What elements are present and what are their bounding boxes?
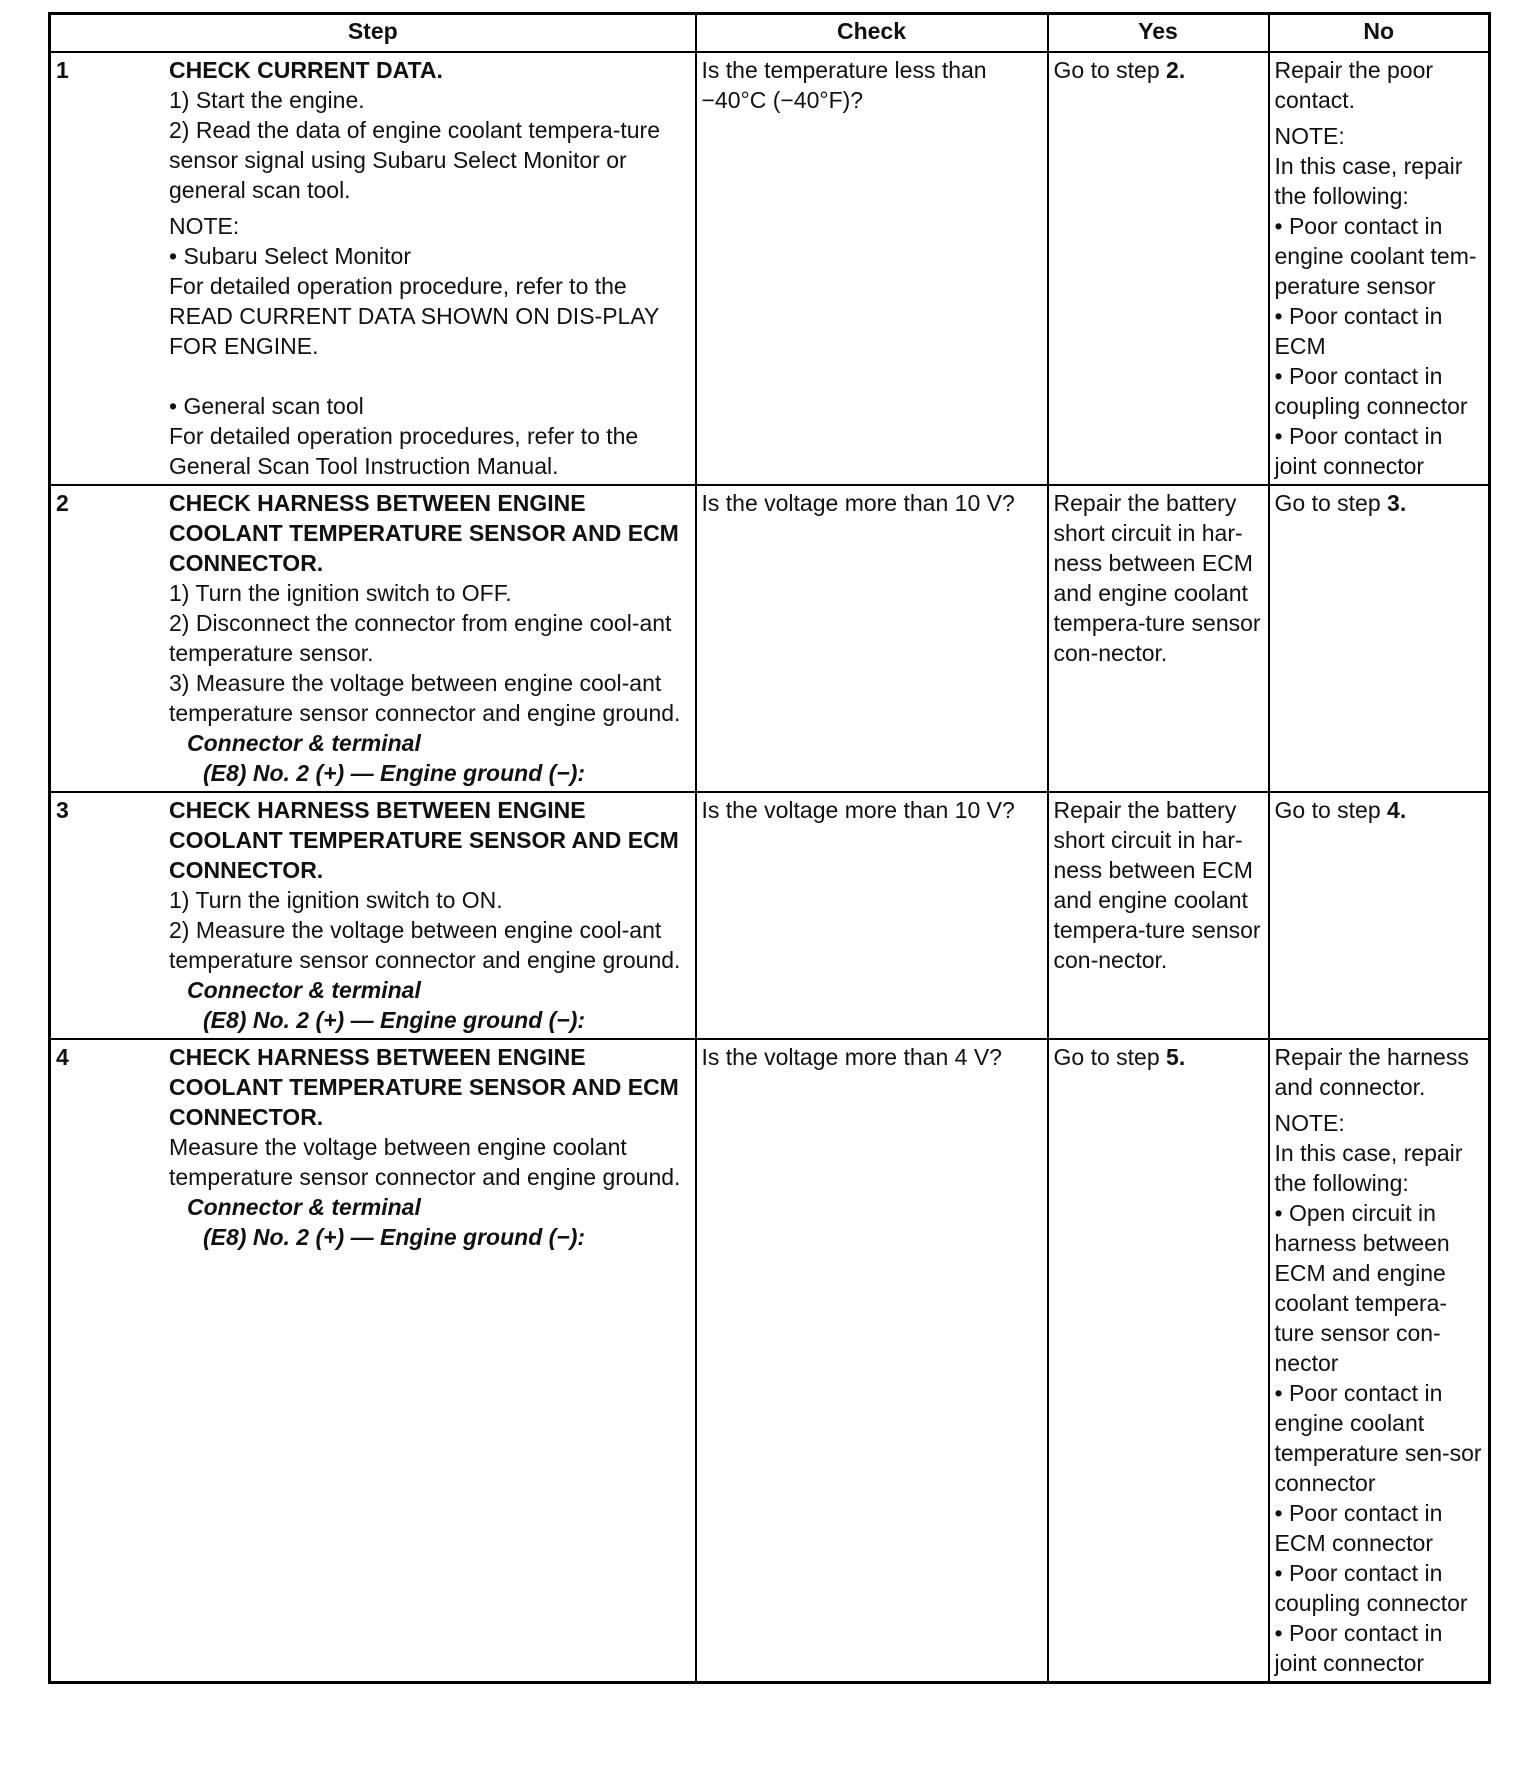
no-action: Repair the poor contact.	[1274, 57, 1434, 113]
no-note-label: NOTE:	[1274, 123, 1345, 149]
table-row	[50, 1039, 1490, 1683]
no-goto-step: 3	[1387, 490, 1400, 516]
no-goto-text: Go to step	[1274, 490, 1388, 516]
check-cell: Is the voltage more than 10 V?	[696, 485, 1048, 792]
header-yes: Yes	[1048, 14, 1269, 53]
header-check: Check	[696, 14, 1048, 53]
yes-goto-period: .	[1178, 1044, 1186, 1070]
no-cell	[1269, 52, 1490, 485]
connector-terminal-value: (E8) No. 2 (+) — Engine ground (−):	[203, 760, 586, 786]
header-step: Step	[50, 14, 696, 53]
table-header-row	[50, 14, 1490, 53]
connector-terminal-value: (E8) No. 2 (+) — Engine ground (−):	[203, 1224, 586, 1250]
note-text: For detailed operation procedure, refer to the READ CURRENT DATA SHOWN ON DIS-PLAY FOR ENGINE.	[169, 273, 659, 359]
diagnostic-procedure-sheet	[48, 12, 1488, 1684]
no-action: Repair the harness and connector.	[1274, 1044, 1469, 1100]
step-number: 3	[56, 797, 69, 823]
header-no: No	[1269, 14, 1490, 53]
diagnostic-table	[48, 12, 1491, 1684]
no-cell	[1269, 1039, 1490, 1683]
step-instruction: Measure the voltage between engine coolant temperature sensor connector and engine ground.	[169, 1134, 681, 1190]
step-instruction: 1) Start the engine.	[169, 87, 365, 113]
step-instruction: 3) Measure the voltage between engine cool-ant temperature sensor connector and engine ground.	[169, 670, 681, 726]
connector-terminal-label: Connector & terminal	[187, 1194, 421, 1220]
step-title: CHECK HARNESS BETWEEN ENGINE COOLANT TEMPERATURE SENSOR AND ECM CONNECTOR.	[169, 797, 679, 883]
yes-goto-period: .	[1178, 57, 1186, 83]
step-title: CHECK HARNESS BETWEEN ENGINE COOLANT TEMPERATURE SENSOR AND ECM CONNECTOR.	[169, 490, 679, 576]
connector-terminal-value: (E8) No. 2 (+) — Engine ground (−):	[203, 1007, 586, 1033]
yes-cell: Repair the battery short circuit in har-ness between ECM and engine coolant tempera-ture sensor con-nector.	[1048, 485, 1269, 792]
yes-goto-text: Go to step	[1053, 1044, 1167, 1070]
step-title: CHECK HARNESS BETWEEN ENGINE COOLANT TEMPERATURE SENSOR AND ECM CONNECTOR.	[169, 1044, 679, 1130]
step-number: 1	[56, 57, 69, 83]
step-cell	[50, 485, 696, 792]
yes-goto-text: Go to step	[1053, 57, 1167, 83]
check-cell: Is the temperature less than −40°C (−40°F)?	[696, 52, 1048, 485]
no-note-label: NOTE:	[1274, 1110, 1345, 1136]
no-list-item: • Poor contact in ECM connector	[1274, 1500, 1443, 1556]
step-number: 2	[56, 490, 69, 516]
no-list-item: • Poor contact in joint connector	[1274, 1620, 1443, 1676]
step-cell	[50, 52, 696, 485]
no-list-item: • Poor contact in engine coolant tem-perature sensor	[1274, 213, 1477, 299]
no-list-item: • Poor contact in joint connector	[1274, 423, 1443, 479]
step-cell	[50, 792, 696, 1039]
check-cell: Is the voltage more than 4 V?	[696, 1039, 1048, 1683]
no-list-item: • Poor contact in ECM	[1274, 303, 1443, 359]
no-list-item: • Poor contact in coupling connector	[1274, 1560, 1468, 1616]
check-cell: Is the voltage more than 10 V?	[696, 792, 1048, 1039]
no-cell	[1269, 792, 1490, 1039]
no-list-item: • Poor contact in engine coolant temperature sen-sor connector	[1274, 1380, 1482, 1496]
step-instruction: 2) Read the data of engine coolant tempera-ture sensor signal using Subaru Select Monitor or general scan tool.	[169, 117, 660, 203]
yes-cell	[1048, 1039, 1269, 1683]
step-instruction: 1) Turn the ignition switch to OFF.	[169, 580, 512, 606]
yes-goto-step: 2	[1166, 57, 1179, 83]
no-list-item: • Open circuit in harness between ECM and engine coolant tempera-ture sensor con-nector	[1274, 1200, 1450, 1376]
step-title: CHECK CURRENT DATA.	[169, 57, 443, 83]
no-list-item: • Poor contact in coupling connector	[1274, 363, 1468, 419]
no-note-intro: In this case, repair the following:	[1274, 1140, 1463, 1196]
no-goto-period: .	[1399, 797, 1407, 823]
no-goto-period: .	[1399, 490, 1407, 516]
table-row	[50, 792, 1490, 1039]
no-cell	[1269, 485, 1490, 792]
step-cell	[50, 1039, 696, 1683]
note-text: For detailed operation procedures, refer to the General Scan Tool Instruction Manual.	[169, 423, 639, 479]
note-bullet: • Subaru Select Monitor	[169, 243, 412, 269]
step-instruction: 2) Disconnect the connector from engine cool-ant temperature sensor.	[169, 610, 672, 666]
yes-cell	[1048, 52, 1269, 485]
connector-terminal-label: Connector & terminal	[187, 730, 421, 756]
connector-terminal-label: Connector & terminal	[187, 977, 421, 1003]
step-number: 4	[56, 1044, 69, 1070]
no-goto-step: 4	[1387, 797, 1400, 823]
note-label: NOTE:	[169, 213, 240, 239]
table-row	[50, 52, 1490, 485]
no-note-intro: In this case, repair the following:	[1274, 153, 1463, 209]
yes-goto-step: 5	[1166, 1044, 1179, 1070]
no-goto-text: Go to step	[1274, 797, 1388, 823]
note-bullet: • General scan tool	[169, 393, 364, 419]
step-instruction: 1) Turn the ignition switch to ON.	[169, 887, 503, 913]
yes-cell: Repair the battery short circuit in har-ness between ECM and engine coolant tempera-ture sensor con-nector.	[1048, 792, 1269, 1039]
step-instruction: 2) Measure the voltage between engine cool-ant temperature sensor connector and engine ground.	[169, 917, 681, 973]
table-row	[50, 485, 1490, 792]
